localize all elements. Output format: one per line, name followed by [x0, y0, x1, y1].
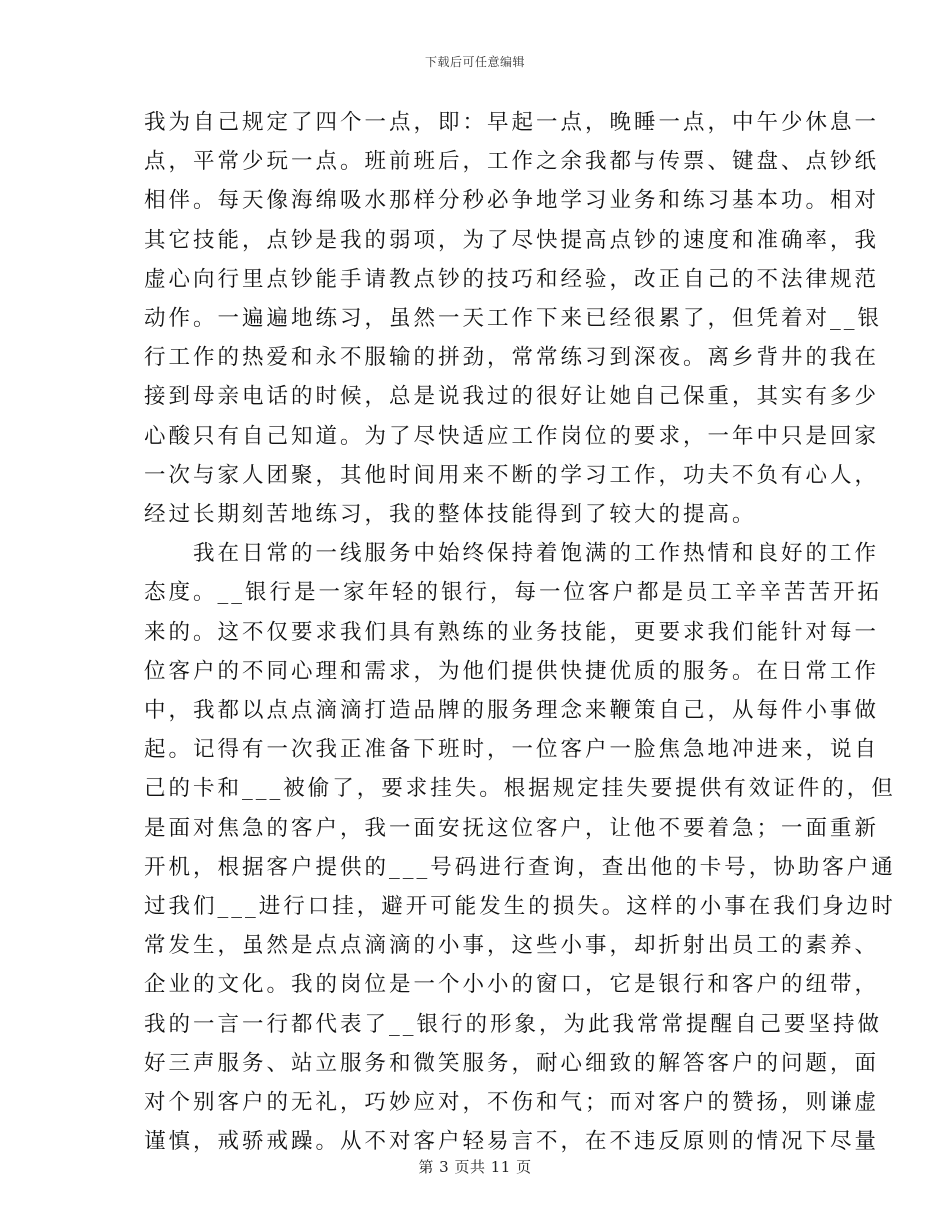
text-line: 虚心向行里点钞能手请教点钞的技巧和经验，改正自己的不法律规范 — [144, 266, 880, 292]
text-line: 起。记得有一次我正准备下班时，一位客户一脸焦急地冲进来，说自 — [144, 737, 880, 763]
text-line: 对个别客户的无礼，巧妙应对，不伤和气；而对客户的赞扬，则谦虚 — [144, 1090, 880, 1116]
text-line: 行工作的热爱和永不服输的拼劲，常常练习到深夜。离乡背井的我在 — [144, 345, 880, 371]
text-line: 过我们___进行口挂，避开可能发生的损失。这样的小事在我们身边时 — [144, 894, 896, 920]
text-line: 经过长期刻苦地练习，我的整体技能得到了较大的提高。 — [144, 502, 757, 528]
body-text — [144, 103, 896, 1161]
text-line: 心酸只有自己知道。为了尽快适应工作岗位的要求，一年中只是回家 — [144, 423, 880, 449]
text-line: 态度。__银行是一家年轻的银行，每一位客户都是员工辛辛苦苦开拓 — [144, 580, 883, 606]
text-line: 我为自己规定了四个一点，即：早起一点，晚睡一点，中午少休息一 — [144, 110, 880, 135]
text-line: 来的。这不仅要求我们具有熟练的业务技能，更要求我们能针对每一 — [144, 619, 880, 645]
text-line: 我的一言一行都代表了__银行的形象，为此我常常提醒自己要坚持做 — [144, 1011, 883, 1037]
text-line: 点，平常少玩一点。班前班后，工作之余我都与传票、键盘、点钞纸 — [144, 149, 880, 175]
text-line: 我在日常的一线服务中始终保持着饱满的工作热情和良好的工作 — [144, 541, 880, 567]
text-line: 中，我都以点点滴滴打造品牌的服务理念来鞭策自己，从每件小事做 — [144, 698, 880, 724]
text-line: 好三声服务、站立服务和微笑服务，耐心细致的解答客户的问题，面 — [144, 1050, 880, 1076]
text-line: 是面对焦急的客户，我一面安抚这位客户，让他不要着急；一面重新 — [144, 815, 880, 841]
text-line: 己的卡和___被偷了，要求挂失。根据规定挂失要提供有效证件的，但 — [144, 776, 896, 802]
text-line: 开机，根据客户提供的___号码进行查询，查出他的卡号，协助客户通 — [144, 854, 896, 880]
text-line: 常发生，虽然是点点滴滴的小事，这些小事，却折射出员工的素养、 — [144, 933, 880, 959]
text-line: 接到母亲电话的时候，总是说我过的很好让她自己保重，其实有多少 — [144, 384, 880, 410]
text-line: 位客户的不同心理和需求，为他们提供快捷优质的服务。在日常工作 — [144, 658, 880, 684]
text-line: 其它技能，点钞是我的弱项，为了尽快提高点钞的速度和准确率，我 — [144, 227, 880, 253]
page-footer: 第 3 页共 11 页 — [418, 1158, 532, 1176]
text-line: 相伴。每天像海绵吸水那样分秒必争地学习业务和练习基本功。相对 — [144, 188, 880, 214]
text-line: 动作。一遍遍地练习，虽然一天工作下来已经很累了，但凭着对__银 — [144, 306, 883, 332]
text-line: 谨慎，戒骄戒躁。从不对客户轻易言不，在不违反原则的情况下尽量 — [144, 1129, 880, 1155]
page-header: 下载后可任意编辑 — [424, 55, 525, 69]
text-line: 一次与家人团聚，其他时间用来不断的学习工作，功夫不负有心人， — [144, 462, 880, 488]
text-line: 企业的文化。我的岗位是一个小小的窗口，它是银行和客户的纽带， — [144, 972, 880, 998]
